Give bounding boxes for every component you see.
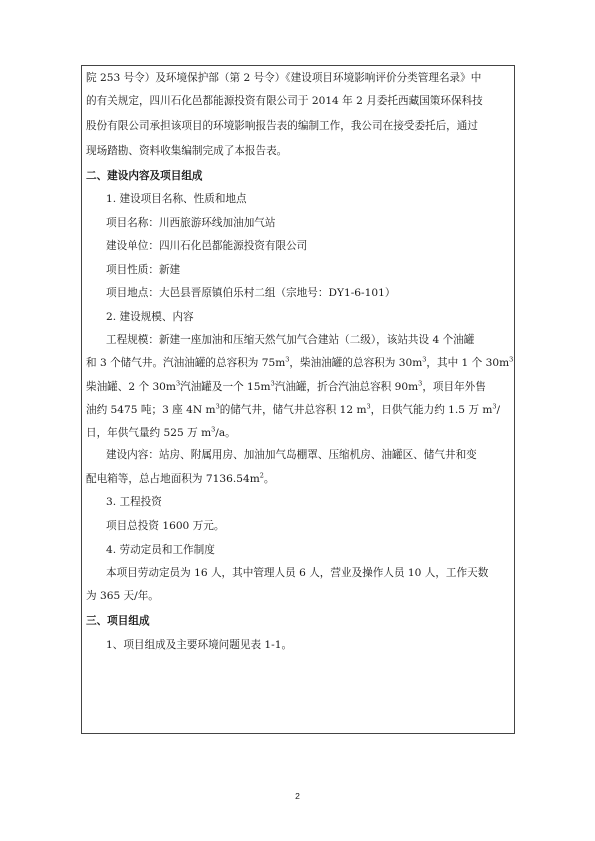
- content-frame: [81, 65, 515, 734]
- section-2-heading: 二、建设内容及项目组成: [86, 170, 203, 182]
- section-3-item-1: 1、项目组成及主要环境问题见表 1-1。: [106, 639, 293, 651]
- project-location: 项目地点：大邑县晋原镇伯乐村二组（宗地号：DY1-6-101）: [106, 287, 396, 299]
- subheading-2: 2. 建设规模、内容: [106, 311, 194, 323]
- intro-line-3: 股份有限公司承担该项目的环境影响报告表的编制工作，我公司在接受委托后，通过: [86, 120, 478, 132]
- labor-line-2: 为 365 天/年。: [86, 590, 159, 602]
- investment: 项目总投资 1600 万元。: [106, 520, 225, 532]
- content-line-2: 配电箱等，总占地面积为 $7136.54m^2$。: [86, 471, 275, 485]
- scale-line-5: 日，年供气量约 525 万 $m^3/a$。: [86, 425, 236, 439]
- project-nature: 项目性质：新建: [106, 264, 181, 276]
- intro-line-1: 院 253 号令）及环境保护部（第 2 号令）《建设项目环境影响评价分类管理名录》中: [86, 72, 482, 84]
- labor-line-1: 本项目劳动定员为 16 人，其中管理人员 6 人，营业及操作人员 10 人，工作天数: [106, 567, 489, 579]
- scale-line-3: 柴油罐、2 个 $30m^3$汽油罐及一个 $15m^3$汽油罐，折合汽油总容积 $90m^3$，项目年外售: [86, 379, 486, 393]
- subheading-3: 3. 工程投资: [106, 496, 162, 508]
- page-number: 2: [295, 791, 300, 801]
- scale-line-4: 油约 5475 吨；3 座 4N $m^3$的储气井，储气井总容积 12 $m^3$，日供气能力约 1.5 万 $m^3/$: [86, 402, 501, 416]
- subheading-1: 1. 建设项目名称、性质和地点: [106, 193, 247, 205]
- scale-line-2: 和 3 个储气井。汽油油罐的总容积为 $75m^3$，柴油油罐的总容积为 $30m^3$，其中 1 个 $30m^3$: [86, 355, 514, 369]
- content-line-1: 建设内容：站房、附属用房、加油加气岛棚罩、压缩机房、油罐区、储气井和变: [106, 449, 477, 461]
- intro-line-2: 的有关规定，四川石化邑都能源投资有限公司于 2014 年 2 月委托西藏国策环保科技: [86, 95, 483, 107]
- intro-line-4: 现场踏勘、资料收集编制完成了本报告表。: [86, 145, 288, 157]
- construction-unit: 建设单位：四川石化邑都能源投资有限公司: [106, 240, 308, 252]
- section-3-heading: 三、项目组成: [86, 615, 150, 627]
- subheading-4: 4. 劳动定员和工作制度: [106, 544, 215, 556]
- scale-line-1: 工程规模：新建一座加油和压缩天然气加气合建站（二级），该站共设 4 个油罐: [106, 334, 475, 346]
- project-name: 项目名称：川西旅游环线加油加气站: [106, 217, 276, 229]
